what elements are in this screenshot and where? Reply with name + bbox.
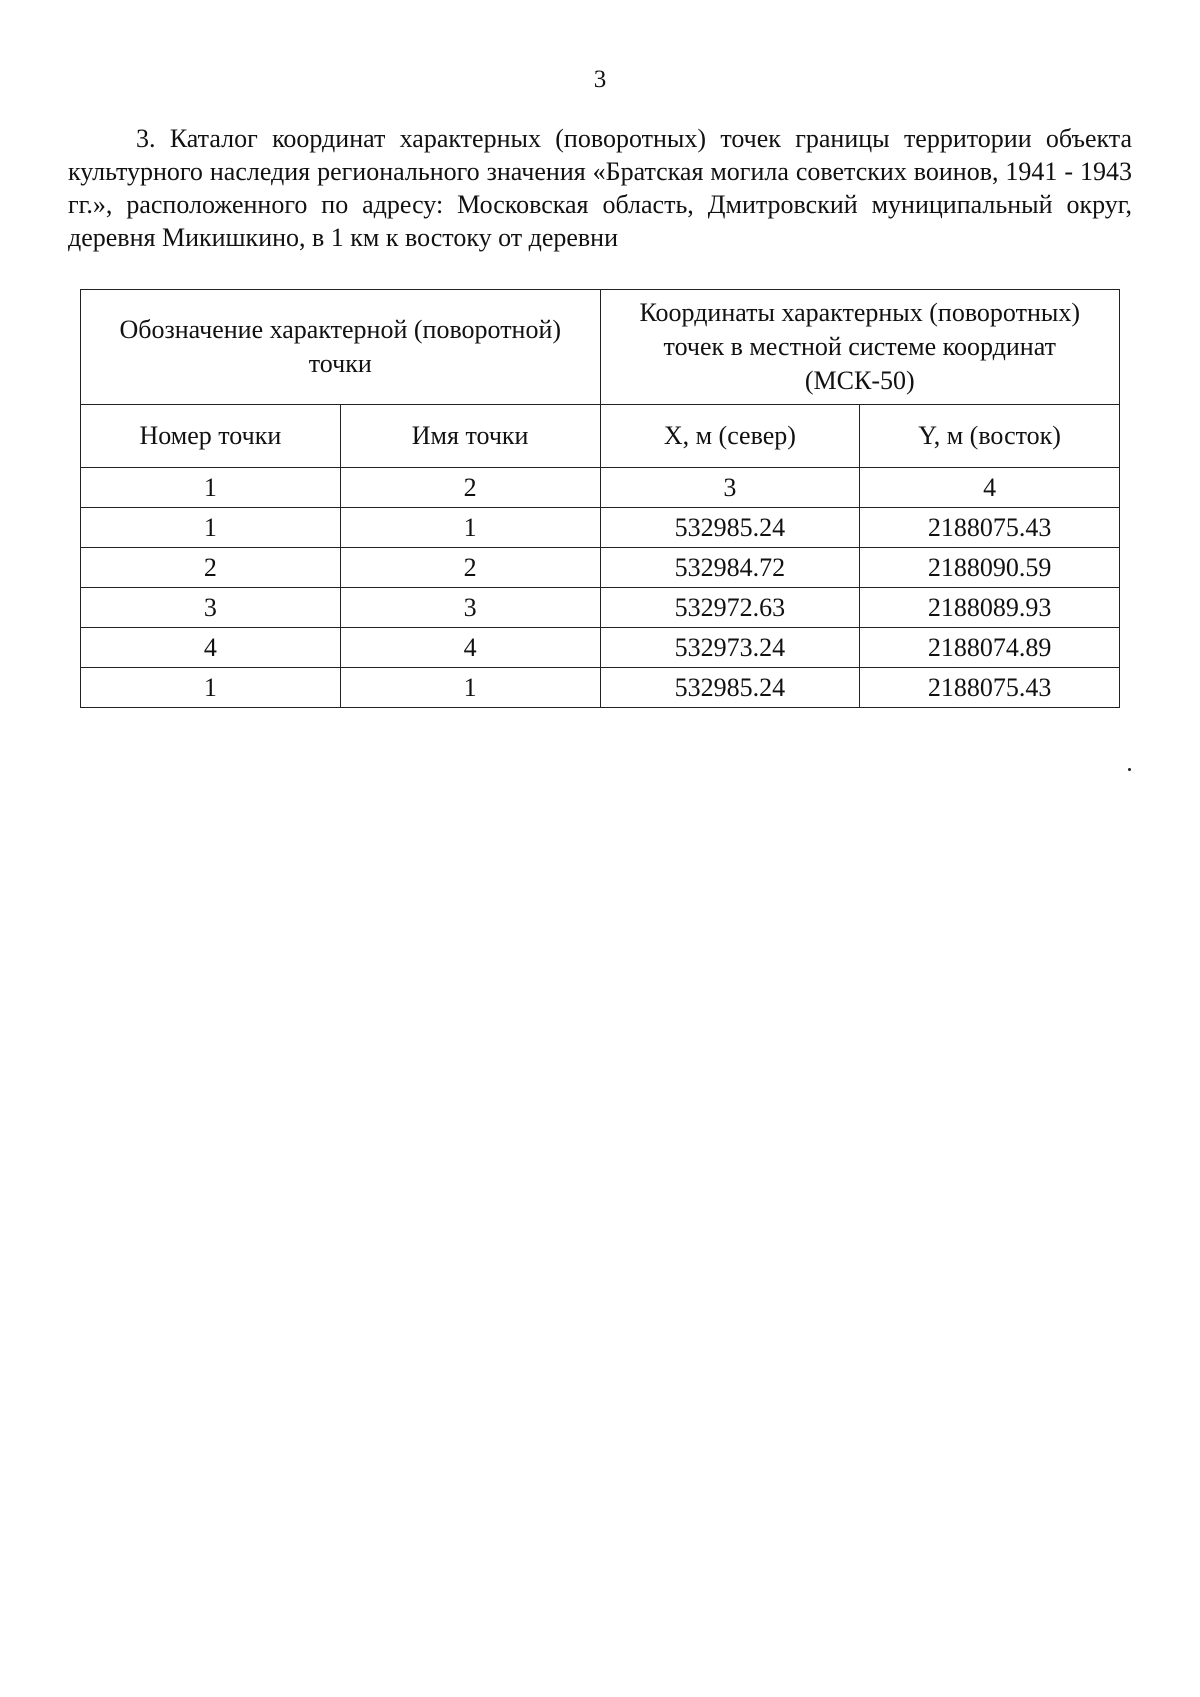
coordinates-header: Координаты характерных (поворотных) точек в местной системе координат (МСК-50) bbox=[600, 290, 1120, 405]
cell-x: 532973.24 bbox=[600, 628, 860, 668]
scan-speck bbox=[1128, 768, 1131, 771]
cell-y: 2188090.59 bbox=[860, 548, 1120, 588]
cell-x: 532984.72 bbox=[600, 548, 860, 588]
cell-y: 2188075.43 bbox=[860, 508, 1120, 548]
cell-point-name: 2 bbox=[340, 548, 600, 588]
catalog-intro-paragraph: 3. Каталог координат характерных (поворотных) точек границы территории объекта культурного наследия регионального значения «Братская могила советских воинов, 1941 - 1943 гг.», расположенного по адресу: Московская область, Дмитровский муниципальный округ, деревня Микишкино, в 1 км к востоку от деревни bbox=[68, 124, 1132, 252]
column-number: 2 bbox=[340, 468, 600, 508]
table-row bbox=[81, 508, 1120, 548]
column-header-x: X, м (север) bbox=[600, 405, 860, 468]
cell-point-name: 1 bbox=[340, 668, 600, 708]
cell-point-name: 3 bbox=[340, 588, 600, 628]
page-number: 3 bbox=[593, 66, 607, 93]
table-row bbox=[81, 628, 1120, 668]
cell-y: 2188075.43 bbox=[860, 668, 1120, 708]
cell-x: 532985.24 bbox=[600, 668, 860, 708]
column-number: 4 bbox=[860, 468, 1120, 508]
cell-point-number: 4 bbox=[81, 628, 341, 668]
table-row bbox=[81, 548, 1120, 588]
table-group-header-row bbox=[81, 290, 1120, 405]
column-header-point-number: Номер точки bbox=[81, 405, 341, 468]
cell-y: 2188074.89 bbox=[860, 628, 1120, 668]
cell-point-number: 1 bbox=[81, 668, 341, 708]
cell-point-number: 2 bbox=[81, 548, 341, 588]
cell-x: 532972.63 bbox=[600, 588, 860, 628]
cell-point-name: 1 bbox=[340, 508, 600, 548]
column-number: 3 bbox=[600, 468, 860, 508]
column-header-y: Y, м (восток) bbox=[860, 405, 1120, 468]
cell-point-number: 3 bbox=[81, 588, 341, 628]
table-column-header-row bbox=[81, 405, 1120, 468]
table-column-number-row bbox=[81, 468, 1120, 508]
table-row bbox=[81, 668, 1120, 708]
point-designation-header: Обозначение характерной (поворотной) точки bbox=[81, 290, 601, 405]
cell-point-name: 4 bbox=[340, 628, 600, 668]
cell-y: 2188089.93 bbox=[860, 588, 1120, 628]
cell-point-number: 1 bbox=[81, 508, 341, 548]
column-number: 1 bbox=[81, 468, 341, 508]
table-row bbox=[81, 588, 1120, 628]
column-header-point-name: Имя точки bbox=[340, 405, 600, 468]
cell-x: 532985.24 bbox=[600, 508, 860, 548]
coordinates-table bbox=[80, 289, 1120, 708]
